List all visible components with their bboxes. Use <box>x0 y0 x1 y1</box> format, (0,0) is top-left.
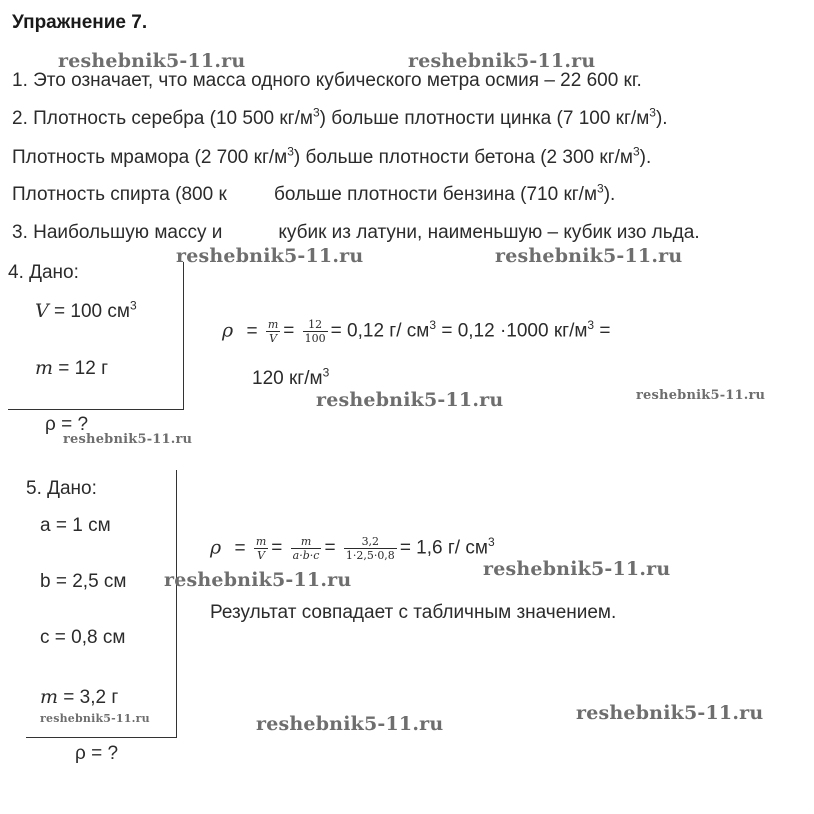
p5-formula: ρ = $\frac{m}{V}$ = $\frac{m}{a\cdot b\cdot c}$ = $\frac{3,2}{1\cdot 2,5\cdot 0,8}$ = 1,6 г/ $см^3$ <box>210 535 495 562</box>
p5-result-note: Результат совпадает с табличным значением. <box>210 602 617 623</box>
watermark: reshebnik5-11.ru <box>176 245 364 267</box>
p4-find-density: ρ = ? <box>45 414 89 435</box>
p5-given-heading: 5. Дано: <box>26 478 97 499</box>
p4-given-mass: m = 12 г <box>35 357 109 379</box>
p5-given-divider-vertical <box>176 470 177 738</box>
watermark: reshebnik5-11.ru <box>256 713 444 735</box>
watermark: reshebnik5-11.ru <box>58 50 246 72</box>
p5-given-b: b = 2,5 см <box>40 571 127 592</box>
watermark: reshebnik5-11.ru <box>495 245 683 267</box>
p4-given-heading: 4. Дано: <box>8 262 79 283</box>
p4-fraction-values: $\frac{12}{100}$ <box>304 318 326 345</box>
p5-given-divider-horizontal <box>26 737 177 738</box>
p4-given-volume: V = 100 $см^3$ <box>35 298 137 322</box>
p5-fraction-m-over-abc: $\frac{m}{a\cdot b\cdot c}$ <box>292 535 320 562</box>
p4-given-divider-horizontal <box>8 409 184 410</box>
answer-line-3: Плотность мрамора (2 700 $кг/м^3$) больше плотности бетона (2 300 $кг/м^3$). <box>12 144 652 168</box>
p5-given-c: c = 0,8 см <box>40 627 126 648</box>
p5-fraction-values: $\frac{3,2}{1\cdot 2,5\cdot 0,8}$ <box>345 535 395 562</box>
watermark: reshebnik5-11.ru <box>63 432 193 447</box>
watermark: reshebnik5-11.ru <box>636 388 766 403</box>
p4-given-divider-vertical <box>183 262 184 410</box>
p5-given-mass: m = 3,2 г <box>40 686 119 708</box>
answer-line-1: 1. Это означает, что масса одного кубического метра осмия – 22 600 кг. <box>12 70 642 91</box>
p4-formula: ρ = $\frac{m}{V}$ = $\frac{12}{100}$ = 0,12 г/ $см^3 = 0,12 \cdot 1000$ $кг/м^3$ = <box>222 318 611 345</box>
exercise-title: Упражнение 7. <box>12 12 148 33</box>
p5-fraction-m-over-v: $\frac{m}{V}$ <box>255 535 267 562</box>
watermark: reshebnik5-11.ru <box>40 712 150 725</box>
watermark: reshebnik5-11.ru <box>164 569 352 591</box>
answer-line-5: 3. Наибольшую массу и кубик из латуни, наименьшую – кубик изо льда. <box>12 222 700 243</box>
answer-line-2: 2. Плотность серебра (10 500 $кг/м^3$) больше плотности цинка (7 100 $кг/м^3$). <box>12 105 668 129</box>
p5-given-a: a = 1 см <box>40 515 111 536</box>
p4-fraction-m-over-v: $\frac{m}{V}$ <box>267 318 279 345</box>
watermark: reshebnik5-11.ru <box>408 50 596 72</box>
watermark: reshebnik5-11.ru <box>483 558 671 580</box>
p5-find-density: ρ = ? <box>75 743 119 764</box>
answer-line-4: Плотность спирта (800 к больше плотности бензина (710 $кг/м^3$). <box>12 181 616 205</box>
watermark: reshebnik5-11.ru <box>316 389 504 411</box>
watermark: reshebnik5-11.ru <box>576 702 764 724</box>
p4-result: 120 $кг/м^3$ <box>252 365 330 389</box>
